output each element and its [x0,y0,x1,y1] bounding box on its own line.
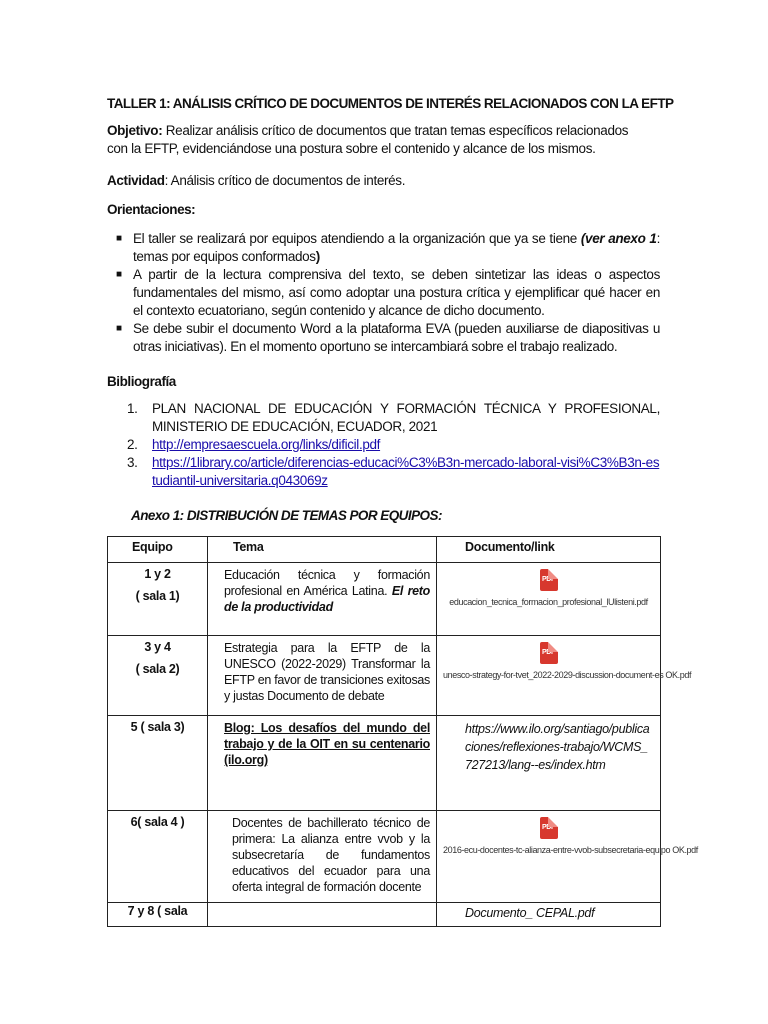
team-cell [108,811,208,903]
teams-table [107,536,698,927]
topic-cell: Estrategia para la EFTP de la UNESCO (2022-2029) Transformar la EFTP en favor de transiciones exitosas y justas Documento de debate [208,636,437,716]
item-number: 2. [127,437,138,452]
document-cell [437,563,661,636]
pdf-file-icon[interactable]: PDF [540,642,558,664]
table-row [108,563,661,636]
document-cell[interactable]: https://www.ilo.org/santiago/publicaciones/reflexiones-trabajo/WCMS_727213/lang--es/index.htm [437,716,661,811]
room-label: ( sala 2) [135,662,180,676]
orientation-2-text: A partir de la lectura comprensiva del texto, se deben sintetizar las ideas o aspectos fundamentales del mismo, así como adoptar una postura crítica y ejemplificar qué hacer en el contexto ecuatoriano, según contenido y alcance de dicho documento. [133,267,660,318]
objective-text: Realizar análisis crítico de documentos que tratan temas específicos relacionados con la EFTP, evidenciándose una postura sobre el contenido y alcance de los mismos. [107,123,629,156]
topic-text: Educación técnica y formación profesional en América Latina. [224,568,430,598]
list-item [107,436,660,454]
item-number: 1. [127,401,138,416]
table-row [108,903,661,927]
list-item [107,320,660,356]
document-cell[interactable]: Documento_ CEPAL.pdf [437,903,661,927]
team-cell [108,716,208,811]
annex-reference: (ver anexo 1 [580,231,657,246]
annex-title: Anexo 1: DISTRIBUCIÓN DE TEMAS POR EQUIPOS: [131,508,442,523]
topic-link[interactable]: Blog: Los desafíos del mundo del trabajo y de la OIT en su centenario (ilo.org) [224,721,430,767]
header-tema: Tema [208,537,437,563]
bibliography-list [107,400,660,490]
activity-text: : Análisis crítico de documentos de interés. [164,173,406,188]
header-equipo: Equipo [108,537,208,563]
pdf-filename[interactable]: educacion_tecnica_formacion_profesional_lUlisteni.pdf [449,597,648,607]
pdf-filename[interactable]: unesco-strategy-for-tvet_2022-2029-discussion-document-es OK.pdf [443,670,692,680]
document-cell [437,811,698,903]
team-cell [108,636,208,716]
table-row [108,716,661,811]
activity-paragraph [107,172,647,190]
orientation-1-close: ) [315,249,320,264]
orientation-1-suffix: : temas por equipos conformados [133,231,660,264]
bibliography-heading: Bibliografía [107,374,176,389]
header-documento: Documento/link [437,537,661,563]
objective-label: Objetivo: [107,123,163,138]
workshop-title: TALLER 1: ANÁLISIS CRÍTICO DE DOCUMENTOS DE INTERÉS RELACIONADOS CON LA EFTP [107,96,674,111]
topic-cell [208,716,437,811]
bibliography-link[interactable]: http://empresaescuela.org/links/dificil.pdf [152,437,381,452]
team-number: 5 ( sala 3) [130,720,185,734]
list-item [107,454,660,490]
list-item [107,230,660,266]
team-number: 1 y 2 [144,567,171,581]
team-number: 7 y 8 ( sala [127,904,188,918]
table-row [108,811,661,903]
list-item [107,266,660,320]
pdf-file-icon[interactable]: PDF [540,817,558,839]
orientation-3-text: Se debe subir el documento Word a la plataforma EVA (pueden auxiliarse de diapositivas u otras iniciativas). En el momento oportuno se intercambiará sobre el trabajo realizado. [133,321,660,354]
team-number: 3 y 4 [144,640,171,654]
bullet-icon: ■ [116,269,122,280]
pdf-file-icon[interactable]: PDF [540,569,558,591]
topic-emphasis: El reto de la productividad [224,584,430,614]
activity-label: Actividad [107,173,165,188]
orientations-heading: Orientaciones: [107,202,196,217]
topic-cell [208,563,437,636]
bibliography-link[interactable]: https://1library.co/article/diferencias-educaci%C3%B3n-mercado-laboral-visi%C3%B3n-estudiantil-universitaria.q043069z [152,455,660,488]
table-row [108,636,661,716]
room-label: ( sala 1) [135,589,180,603]
team-cell [108,563,208,636]
bibliography-entry: PLAN NACIONAL DE EDUCACIÓN Y FORMACIÓN TÉCNICA Y PROFESIONAL, MINISTERIO DE EDUCACIÓN, ECUADOR, 2021 [152,401,660,434]
topic-cell: Docentes de bachillerato técnico de primera: La alianza entre vvob y la subsecretaría de fundamentos educativos del ecuador para una oferta integral de formación docente [208,811,437,903]
table-header-row [108,537,661,563]
pdf-filename[interactable]: 2016-ecu-docentes-tc-alianza-entre-vvob-subsecretaria-equipo OK.pdf [443,845,698,855]
orientations-list [107,230,660,356]
bullet-icon: ■ [116,233,122,244]
team-number: 6( sala 4 ) [130,815,185,829]
orientation-1-text: El taller se realizará por equipos atendiendo a la organización que ya se tiene [133,231,581,246]
item-number: 3. [127,455,138,470]
team-cell [108,903,208,927]
objective-paragraph [107,122,647,158]
bullet-icon: ■ [116,323,122,334]
list-item [107,400,660,436]
document-cell [437,636,692,716]
topic-cell [208,903,437,927]
